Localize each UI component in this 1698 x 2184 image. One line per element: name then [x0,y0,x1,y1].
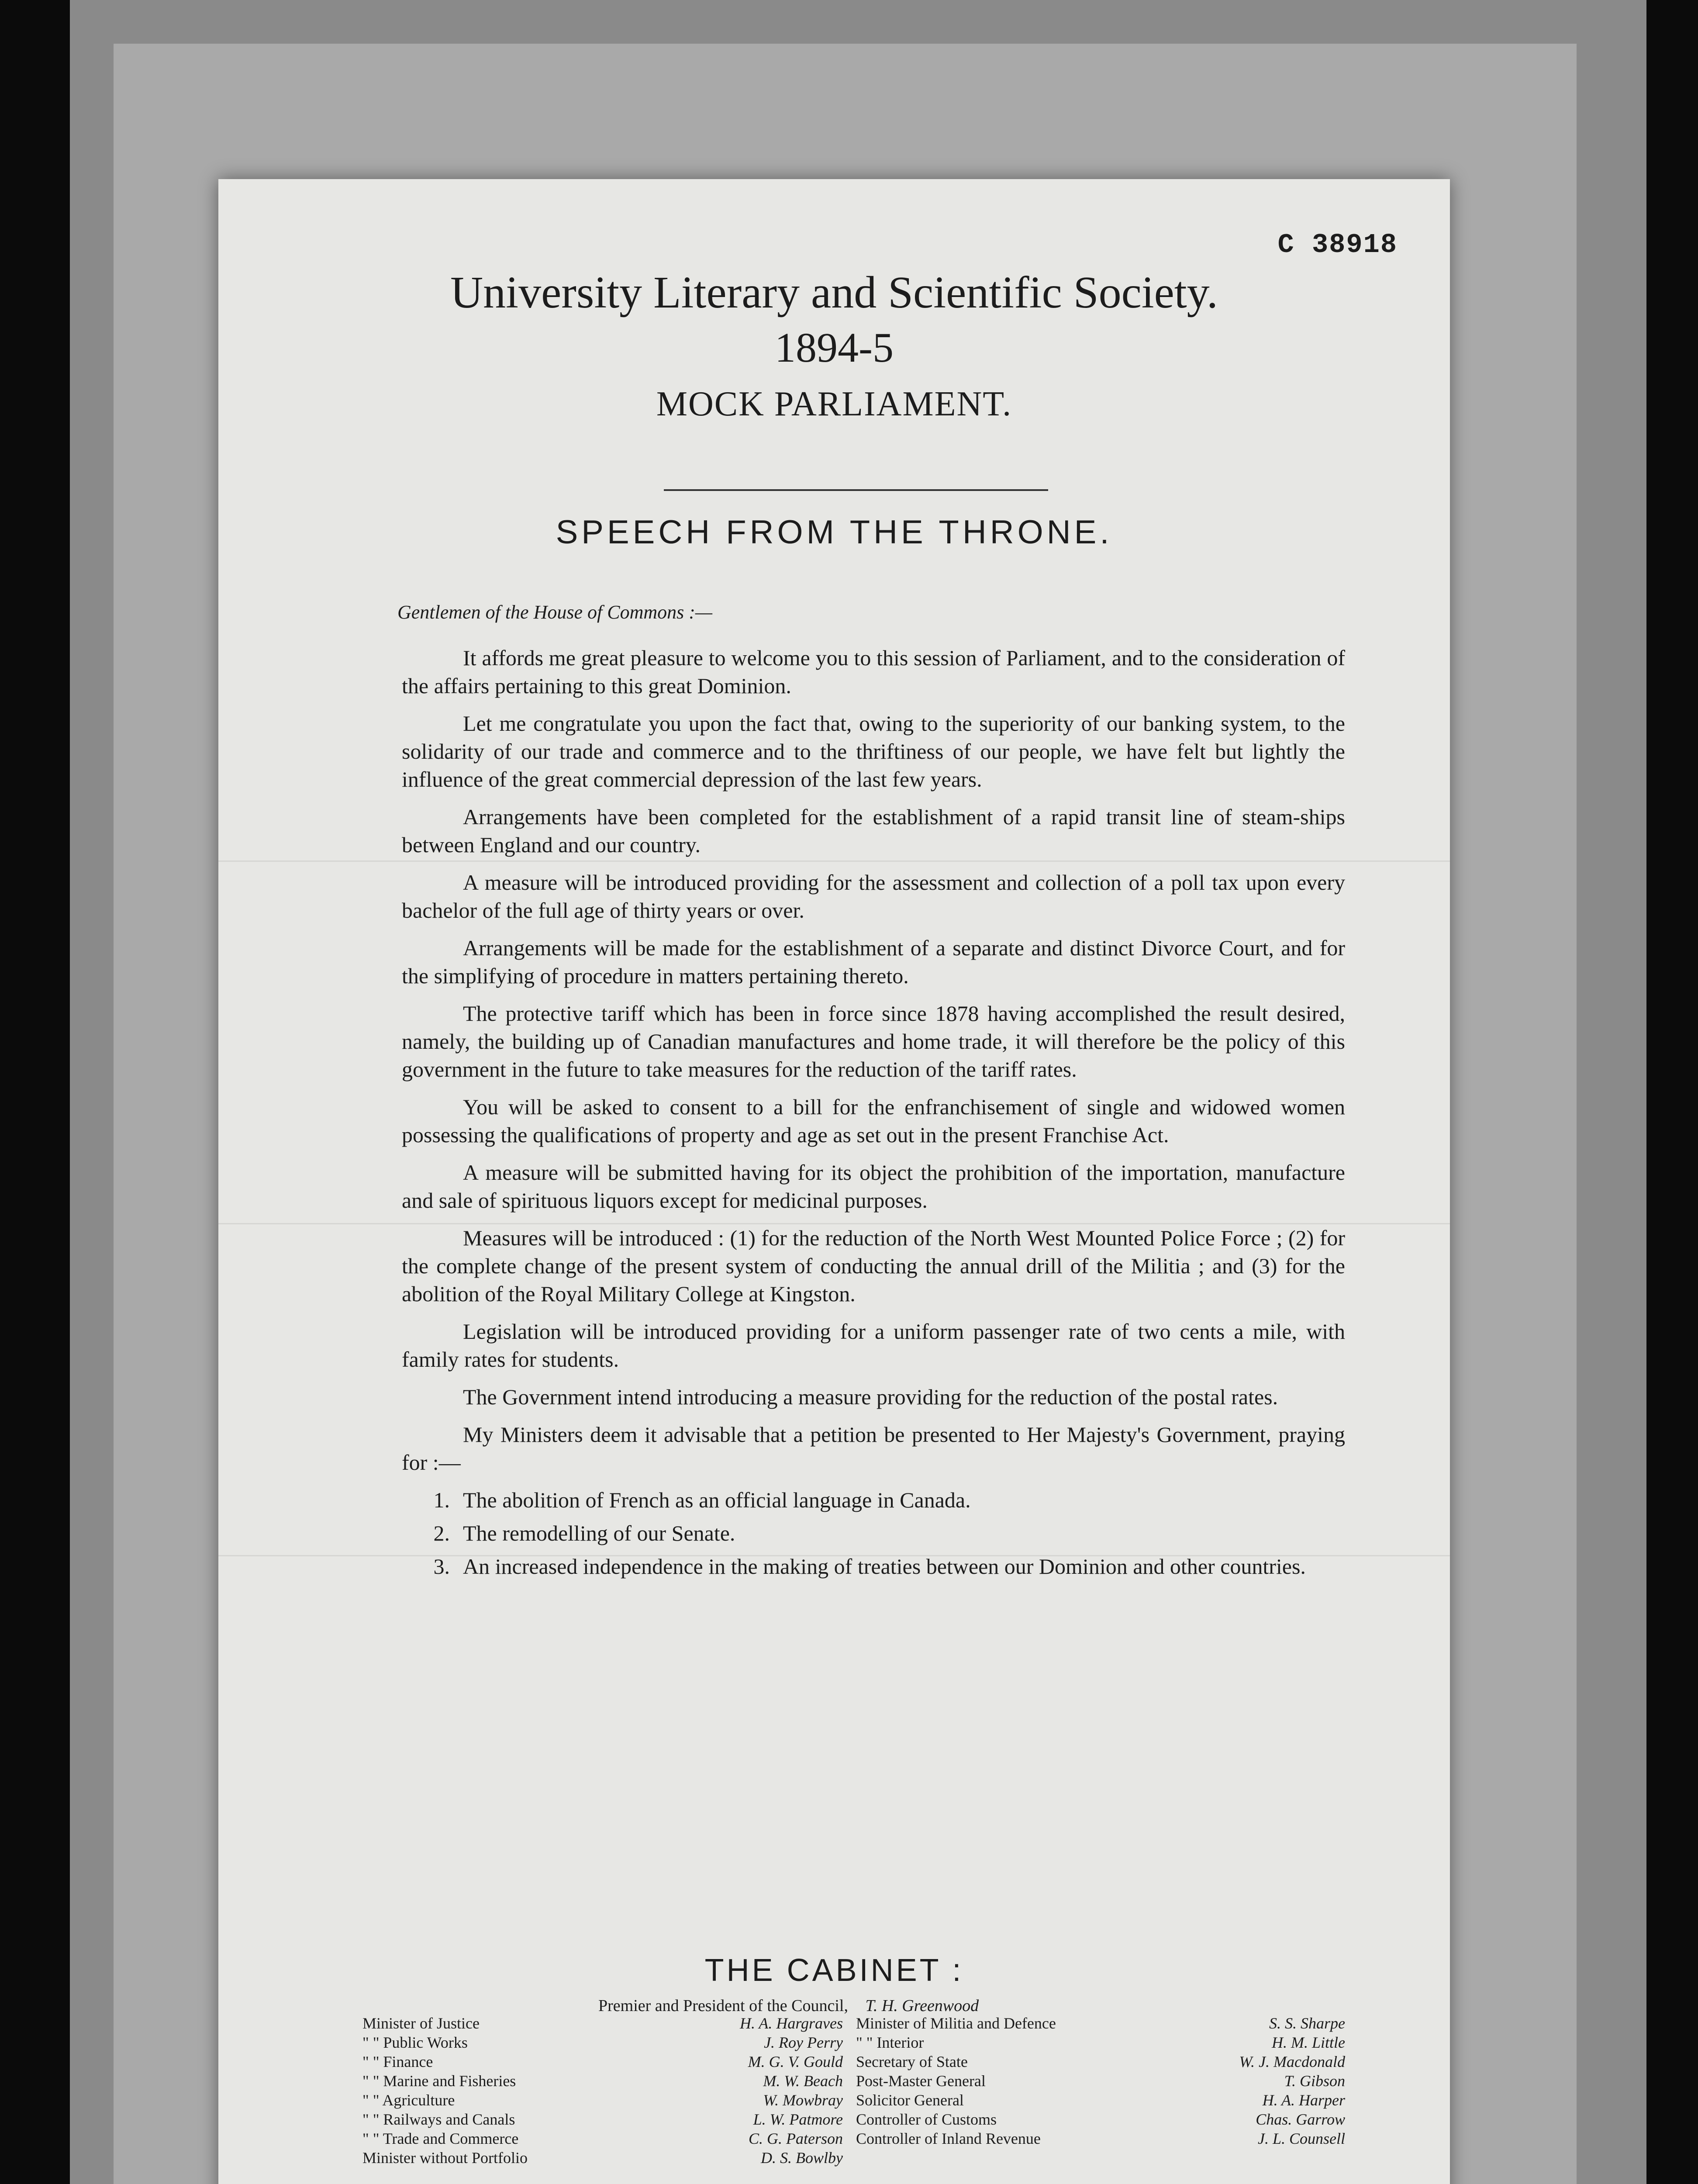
speech-paragraph: The Government intend introducing a measure providing for the reduction of the postal rates. [463,1385,1278,1409]
cabinet-name: C. G. Paterson [749,2130,843,2147]
cabinet-office: " " Marine and Fisheries [362,2072,516,2090]
cabinet-office: " " Agriculture [362,2091,455,2109]
cabinet-row [362,2071,843,2091]
cabinet-name: W. J. Macdonald [1239,2053,1345,2070]
list-text: The abolition of French as an official language in Canada. [463,1488,971,1512]
speech-body [397,598,1345,1586]
cabinet-office: Controller of Customs [856,2111,997,2128]
list-number: 2. [433,1521,450,1545]
speech-paragraph: It affords me great pleasure to welcome you to this session of Parliament, and to the consideration of the affairs pertaining to this great Dominion. [402,646,1345,698]
cabinet-left-column [362,2014,843,2167]
speech-paragraph: You will be asked to consent to a bill for the enfranchisement of single and widowed women possessing the qualifications of property and age as set out in the present Franchise Act. [402,1095,1345,1147]
cabinet-row [856,2033,1345,2052]
cabinet-office: Minister of Militia and Defence [856,2015,1056,2032]
cabinet-office: " " Interior [856,2034,924,2051]
speech-paragraph: A measure will be submitted having for its object the prohibition of the importation, manufacture and sale of spirituous liquors except for medicinal purposes. [402,1160,1345,1213]
cabinet-row [362,2148,843,2167]
document-page [218,179,1450,2184]
cabinet-name: M. W. Beach [763,2072,843,2090]
premier-name: T. H. Greenwood [865,1997,979,2015]
cabinet-row [856,2129,1345,2148]
cabinet-name: S. S. Sharpe [1269,2015,1345,2032]
cabinet-row [856,2110,1345,2129]
archive-reference: C 38918 [1277,229,1398,260]
speech-paragraph: Let me congratulate you upon the fact that, owing to the superiority of our banking system, to the solidarity of our trade and commerce and to the thriftiness of our people, we have felt but lightly the influence of the great commercial depression of the last few years. [402,711,1345,791]
address-line: Gentlemen of the House of Commons :— [397,601,713,623]
cabinet-name: H. M. Little [1272,2034,1345,2051]
cabinet-office: Secretary of State [856,2053,968,2070]
cabinet-office: " " Trade and Commerce [362,2130,519,2147]
list-number: 3. [433,1554,450,1579]
cabinet-office: Solicitor General [856,2091,964,2109]
cabinet-name: T. Gibson [1284,2072,1345,2090]
speech-paragraph: Measures will be introduced : (1) for the reduction of the North West Mounted Police Force ; (2) for the complete change of the present system of conducting the annual drill of the Militia ; and (3) for the abolition of the Royal Military College at Kingston. [402,1226,1345,1306]
list-text: The remodelling of our Senate. [463,1521,735,1545]
cabinet-row [856,2052,1345,2071]
cabinet-row [362,2129,843,2148]
speech-paragraph: Arrangements have been completed for the establishment of a rapid transit line of steam-ships between England and our country. [402,805,1345,857]
cabinet-office: Minister of Justice [362,2015,480,2032]
cabinet-name: Chas. Garrow [1256,2111,1345,2128]
cabinet-office: " " Railways and Canals [362,2111,515,2128]
cabinet-row [362,2052,843,2071]
speech-paragraph: My Ministers deem it advisable that a petition be presented to Her Majesty's Government, praying for :— [402,1422,1345,1475]
cabinet-name: D. S. Bowlby [761,2149,843,2167]
event-title: MOCK PARLIAMENT. [656,385,1012,423]
cabinet-name: W. Mowbray [763,2091,843,2109]
session-year: 1894-5 [775,324,894,371]
list-number: 1. [433,1488,450,1512]
cabinet-row [362,2014,843,2033]
cabinet-office: Controller of Inland Revenue [856,2130,1041,2147]
speech-paragraph: A measure will be introduced providing for the assessment and collection of a poll tax upon every bachelor of the full age of thirty years or over. [402,870,1345,923]
speech-paragraph: The protective tariff which has been in force since 1878 having accomplished the result desired, namely, the building up of Canadian manufactures and home trade, it will therefore be the policy of this government in the future to take measures for the reduction of the tariff rates. [402,1001,1345,1082]
speech-paragraph: Arrangements will be made for the establishment of a separate and distinct Divorce Court, and for the simplifying of procedure in matters pertaining thereto. [402,936,1345,988]
cabinet-name: L. W. Patmore [753,2111,843,2128]
list-item [402,1552,1345,1580]
premier-office: Premier and President of the Council, [598,1997,848,2015]
cabinet-office: " " Finance [362,2053,433,2070]
cabinet-row [856,2014,1345,2033]
cabinet-name: J. Roy Perry [764,2034,843,2051]
title-divider [664,489,1048,491]
list-text: An increased independence in the making of treaties between our Dominion and other countries. [463,1554,1306,1579]
cabinet-name: J. L. Counsell [1257,2130,1345,2147]
cabinet-name: H. A. Harper [1262,2091,1345,2109]
list-item [402,1519,1345,1547]
cabinet-office: " " Public Works [362,2034,468,2051]
petition-list [402,1486,1345,1580]
cabinet-row [856,2091,1345,2110]
cabinet-row [362,2110,843,2129]
society-title: University Literary and Scientific Society. [450,267,1218,318]
cabinet-row [362,2091,843,2110]
premier-line [598,1996,979,2015]
list-item [402,1486,1345,1514]
cabinet-title: THE CABINET : [704,1953,964,1988]
cabinet-row [856,2071,1345,2091]
cabinet-right-column [856,2014,1345,2148]
cabinet-row [362,2033,843,2052]
cabinet-name: H. A. Hargraves [740,2015,843,2032]
cabinet-office: Post-Master General [856,2072,986,2090]
cabinet-office: Minister without Portfolio [362,2149,528,2167]
speech-title: SPEECH FROM THE THRONE. [556,514,1113,551]
speech-paragraph: Legislation will be introduced providing for a uniform passenger rate of two cents a mile, with family rates for students. [402,1319,1345,1372]
cabinet-name: M. G. V. Gould [748,2053,843,2070]
